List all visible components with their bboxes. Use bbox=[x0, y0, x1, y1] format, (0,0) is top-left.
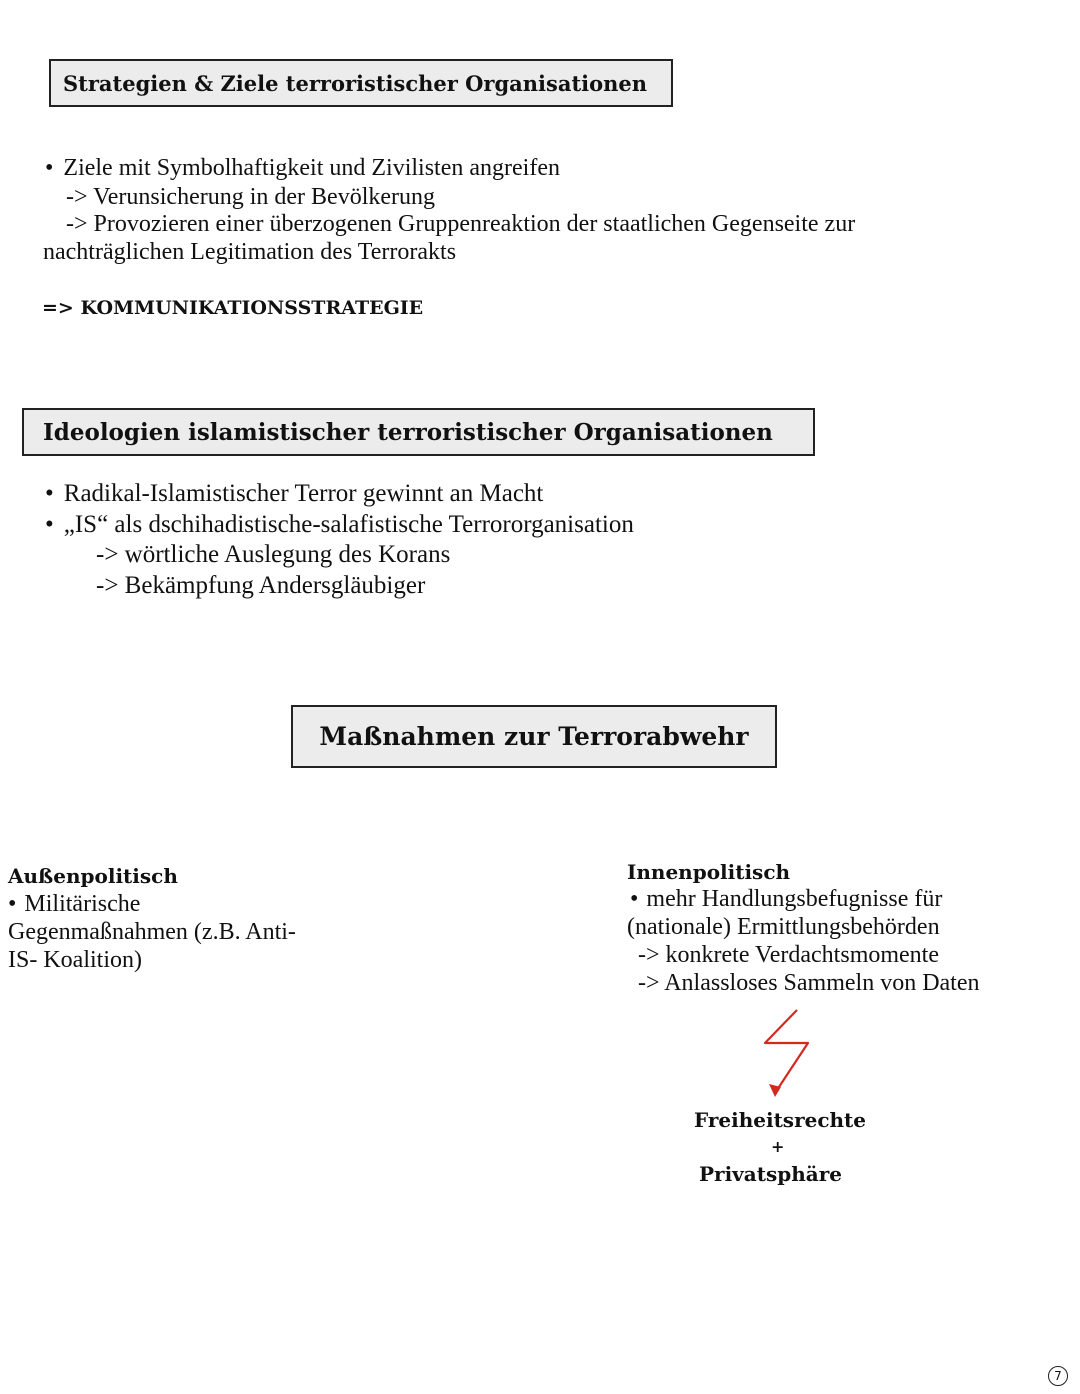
sub-item: -> Verunsicherung in der Bevölkerung bbox=[66, 184, 435, 210]
sub-item-continuation: nachträglichen Legitimation des Terrorakts bbox=[43, 239, 457, 265]
section-title-measures bbox=[291, 705, 777, 768]
list-item-continuation: (nationale) Ermittlungsbehörden bbox=[627, 914, 940, 940]
conflict-lightning-icon bbox=[755, 1005, 819, 1099]
list-item-continuation: IS- Koalition) bbox=[8, 947, 142, 973]
conclusion-text: => KOMMUNIKATIONSSTRATEGIE bbox=[42, 297, 424, 319]
sub-item: -> wörtliche Auslegung des Korans bbox=[96, 541, 451, 568]
heading-foreign-policy: Außenpolitisch bbox=[8, 864, 178, 888]
bullet-icon: • bbox=[45, 480, 54, 507]
section-title-ideologies bbox=[22, 408, 815, 456]
section-title-text: Ideologien islamistischer terroristischer Organisationen bbox=[43, 418, 773, 446]
page-number-badge bbox=[1048, 1366, 1068, 1386]
sub-item: -> konkrete Verdachtsmomente bbox=[638, 942, 939, 968]
page-number: 7 bbox=[1054, 1369, 1062, 1383]
bullet-icon: • bbox=[630, 886, 639, 912]
list-item: • mehr Handlungsbefugnisse für bbox=[630, 886, 943, 912]
list-item: • „IS“ als dschihadistische-salafistische Terrororganisation bbox=[45, 511, 634, 538]
sub-item: -> Bekämpfung Andersgläubiger bbox=[96, 572, 426, 599]
list-item-continuation: Gegenmaßnahmen (z.B. Anti- bbox=[8, 919, 296, 945]
bullet-icon: • bbox=[45, 511, 54, 538]
bullet-icon: • bbox=[45, 155, 54, 181]
heading-domestic-policy: Innenpolitisch bbox=[627, 860, 791, 884]
conflict-plus: + bbox=[771, 1137, 785, 1156]
section-title-text: Maßnahmen zur Terrorabwehr bbox=[319, 722, 749, 751]
sub-item: -> Provozieren einer überzogenen Gruppenreaktion der staatlichen Gegenseite zur bbox=[66, 211, 856, 237]
list-item: • Militärische bbox=[8, 891, 141, 917]
section-title-text: Strategien & Ziele terroristischer Organisationen bbox=[63, 70, 648, 96]
section-title-strategies bbox=[49, 59, 673, 107]
conflict-freedom-rights: Freiheitsrechte bbox=[694, 1108, 867, 1132]
bullet-icon: • bbox=[8, 891, 17, 917]
conflict-privacy: Privatsphäre bbox=[699, 1162, 842, 1186]
sub-item: -> Anlassloses Sammeln von Daten bbox=[638, 970, 980, 996]
list-item: • Radikal-Islamistischer Terror gewinnt an Macht bbox=[45, 480, 544, 507]
list-item: • Ziele mit Symbolhaftigkeit und Zivilisten angreifen bbox=[45, 155, 560, 181]
